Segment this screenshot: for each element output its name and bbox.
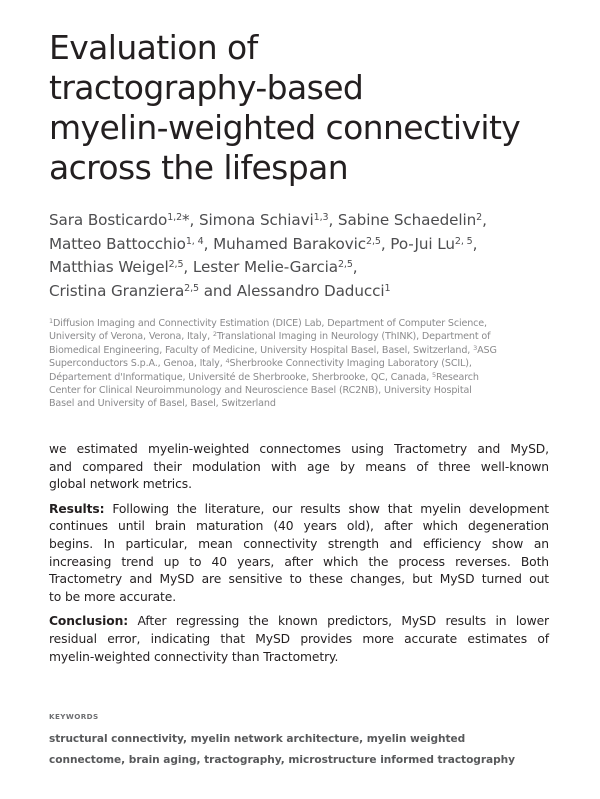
author-line [49,280,569,304]
author-affiliation-marker: 1,2 [167,212,183,223]
title-line: myelin-weighted connectivity [49,108,521,147]
abstract-line: global network metrics. [49,477,192,492]
affiliation-text: Biomedical Engineering, Faculty of Medicine, University Hospital Basel, Basel, Switzerland, [49,344,474,356]
title-line: across the lifespan [49,148,349,187]
abstract [49,441,549,673]
conclusion-paragraph [49,613,549,666]
keywords-line: structural connectivity, myelin network architecture, myelin weighted [49,733,466,745]
affiliation-marker: 1 [49,317,53,325]
abstract-line: residual error, indicating that MySD provides more accurate estimates of [49,631,549,646]
affiliation-line [49,357,569,370]
affiliation-text: Département d'Informatique, Université de Sherbrooke, Sherbrooke, QC, Canada, [49,371,433,383]
author-separator: , [183,258,193,277]
affiliation-text: Superconductors S.p.A., Genoa, Italy, [49,358,226,370]
conclusion-label: Conclusion: [49,614,129,629]
abstract-line: and compared their modulation with age by means of three well-known [49,459,549,474]
keywords-line: connectome, brain aging, tractography, microstructure informed tractography [49,753,515,766]
author-name: Sara Bosticardo [49,211,168,229]
author-separator: , [328,211,338,229]
affiliation-text: Translational Imaging in Neurology (ThINK), Department of [216,331,491,343]
results-label: Results: [49,501,105,516]
author-name: Sabine Schaedelin [337,211,477,229]
author-name: Matthias Weigel [49,258,169,277]
keywords-list [49,729,559,770]
author-affiliation-marker: 1,3 [313,212,329,223]
affiliations [49,317,569,411]
affiliation-line [49,330,569,343]
author-name: Muhamed Barakovic [213,234,367,253]
affiliation-line [49,371,569,384]
affiliation-line: Center for Clinical Neuroimmunology and Neuroscience Basel (RC2NB), University Hospital [49,385,472,397]
affiliation-text: University of Verona, Verona, Italy, [49,331,213,343]
author-separator: , [203,234,214,253]
author-separator: , [380,234,391,253]
author-affiliation-marker: 2,5 [337,259,353,271]
author-separator: , [472,234,478,253]
author-affiliation-marker: 2,5 [168,259,184,271]
affiliation-marker: 5 [432,370,437,379]
conclusion-text: After regressing the known predictors, MySD results in lower [128,614,549,629]
author-affiliation-marker: 2,5 [184,282,199,294]
author-line [49,256,569,280]
affiliation-marker: 3 [473,343,478,352]
title-line: Evaluation of [49,28,258,67]
author-line [49,233,569,257]
abstract-line: to be more accurate. [49,589,177,604]
abstract-line: we estimated myelin-weighted connectomes using Tractometry and MySD, [49,442,549,456]
author-name: Po-Jui Lu [390,234,455,253]
abstract-line: begins. In particular, mean connectivity strength and efficiency show an [49,536,549,551]
author-name: Alessandro Daducci [236,281,385,300]
affiliation-text: Research [436,371,479,383]
author-affiliation-marker: 2 [476,212,483,223]
abstract-line: myelin-weighted connectivity than Tractometry. [49,649,339,664]
author-separator: , [352,258,358,277]
title-line: tractography-based [49,68,364,107]
affiliation-marker: 2 [212,330,217,339]
affiliation-text: Diffusion Imaging and Connectivity Estimation (DICE) Lab, Department of Computer Science, [53,318,487,329]
abstract-intro-paragraph [49,441,549,494]
affiliation-line [49,344,569,357]
affiliation-line [49,317,569,330]
author-name: Lester Melie-Garcia [192,258,338,277]
abstract-line: increasing trend up to 40 years, after which the process reverses. Both [49,554,549,569]
author-separator: *, [182,211,199,229]
article-title [49,28,569,188]
results-text: Following the literature, our results show that myelin development [104,501,549,516]
abstract-line [49,613,549,631]
keywords-heading: KEYWORDS [49,712,99,721]
abstract-line: Tractometry and MySD are sensitive to these changes, but MySD turned out [49,572,549,587]
author-affiliation-marker: 2,5 [366,235,381,247]
affiliation-text: Sherbrooke Connectivity Imaging Laboratory (SCIL), [229,358,472,370]
author-separator: , [482,211,487,229]
author-separator: and [198,281,237,300]
author-affiliation-marker: 1, 4 [185,235,204,247]
affiliation-text: ASG [477,344,497,356]
author-name: Cristina Granziera [49,281,185,300]
affiliation-marker: 4 [225,357,230,366]
author-affiliation-marker: 1 [384,282,391,294]
results-paragraph [49,501,549,607]
abstract-line: continues until brain maturation (40 years old), after which degeneration [49,519,549,534]
abstract-line [49,501,549,519]
author-affiliation-marker: 2, 5 [454,235,473,247]
author-line [49,209,569,233]
author-name: Matteo Battocchio [49,234,186,253]
affiliation-line: Basel and University of Basel, Basel, Switzerland [49,398,276,410]
author-name: Simona Schiavi [198,211,314,229]
author-list [49,209,569,303]
